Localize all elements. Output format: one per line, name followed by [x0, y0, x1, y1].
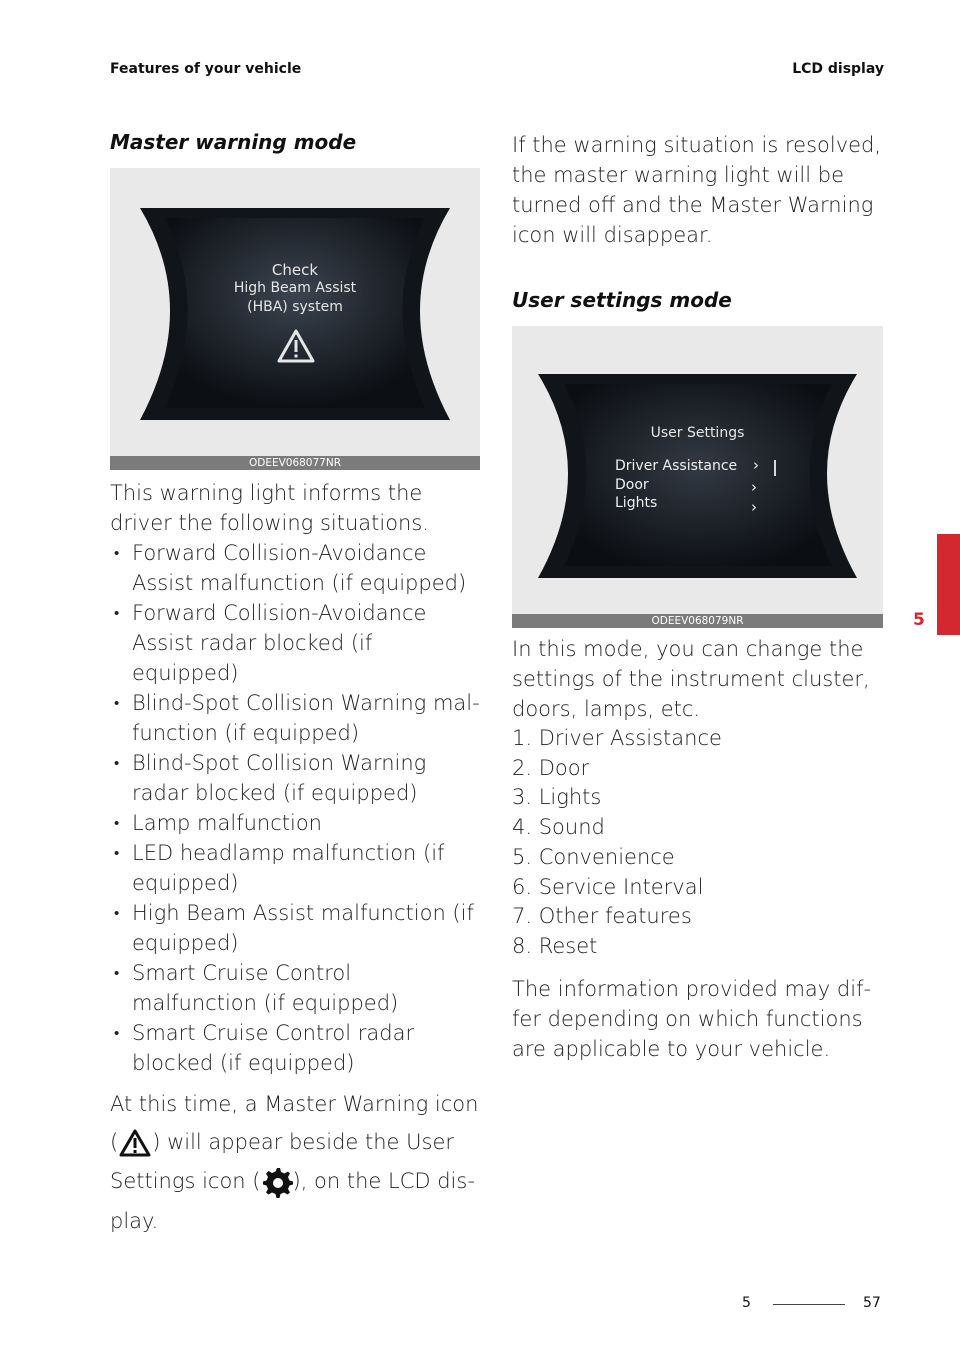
closing-line-2: ( ) will appear beside the User — [110, 1127, 480, 1158]
list-item: 6. Service Interval — [512, 874, 704, 899]
intro-paragraph: This warning light informs the driver the following situations. — [110, 481, 429, 535]
screen-menu-item-door: Door — [615, 477, 649, 493]
closing-text-3: Settings icon ( — [110, 1169, 261, 1193]
figure-master-warning — [110, 168, 480, 470]
closing-text-4: ), on the LCD dis- — [292, 1169, 475, 1193]
figure-caption: ODEEV068077NR — [110, 456, 480, 470]
user-settings-paragraph: In this mode, you can change the settings of the instrument cluster, doors, lamps, etc. — [512, 637, 870, 721]
list-item: • Blind-Spot Collision Warning mal-function (if equipped) — [110, 688, 480, 748]
screen-text-hba: High Beam Assist — [233, 280, 357, 296]
list-item: • Lamp malfunction — [110, 808, 480, 838]
list-item: • Smart Cruise Control radar blocked (if equipped) — [110, 1018, 480, 1078]
figure-user-settings — [512, 326, 883, 628]
list-item: • Smart Cruise Control malfunction (if equipped) — [110, 958, 480, 1018]
chapter-tab — [937, 534, 960, 635]
footer-divider — [773, 1304, 845, 1305]
left-column — [110, 130, 480, 1236]
footer-page-number: 57 — [863, 1295, 881, 1311]
resolved-paragraph: If the warning situation is resolved, the master warning light will be turned off and the Master Warning icon will disappear. — [512, 133, 882, 247]
screen-text-check: Check — [271, 261, 319, 279]
gear-icon — [261, 1166, 293, 1198]
section-title-user-settings: User settings mode — [512, 288, 732, 312]
running-header-section: Features of your vehicle — [110, 61, 302, 77]
list-item: 8. Reset — [512, 933, 598, 958]
list-item: • High Beam Assist malfunction (if equipped) — [110, 898, 480, 958]
list-item: • Blind-Spot Collision Warning radar blocked (if equipped) — [110, 748, 480, 808]
running-header-topic: LCD display — [792, 61, 884, 77]
list-item: 4. Sound — [512, 815, 605, 840]
right-column — [512, 130, 883, 1064]
closing-text-5: play. — [110, 1209, 159, 1233]
list-item: • LED headlamp malfunction (if equipped) — [110, 838, 480, 898]
list-item: 5. Convenience — [512, 844, 675, 869]
warning-triangle-icon — [276, 328, 316, 364]
closing-line-3 — [110, 1166, 480, 1198]
list-item: 7. Other features — [512, 904, 692, 929]
chevron-right-icon: › — [751, 478, 757, 496]
chapter-tab-number: 5 — [913, 610, 925, 630]
closing-text-2: ) will appear beside the User — [152, 1130, 455, 1154]
figure-caption: ODEEV068079NR — [512, 614, 883, 628]
note-paragraph: The information provided may dif-fer depending on which functions are applicable to your vehicle. — [512, 976, 872, 1061]
chevron-right-icon: › — [753, 456, 759, 474]
closing-line-1: At this time, a Master Warning icon — [110, 1092, 479, 1116]
screen-title: User Settings — [650, 425, 745, 441]
list-item: 1. Driver Assistance — [512, 726, 722, 750]
closing-paragraph — [110, 1089, 480, 1236]
settings-list — [512, 724, 883, 962]
screen-text-hba-system: (HBA) system — [247, 299, 343, 315]
screen-menu-item-lights: Lights — [615, 495, 658, 511]
screen-menu-item-driver-assistance: Driver Assistance — [615, 458, 738, 474]
master-warning-icon — [118, 1128, 152, 1158]
list-item: 3. Lights — [512, 785, 602, 810]
list-item: • Forward Collision-Avoidance Assist malfunction (if equipped) — [110, 538, 480, 598]
list-item: 2. Door — [512, 755, 590, 780]
list-item: • Forward Collision-Avoidance Assist radar blocked (if equipped) — [110, 598, 480, 688]
section-title-master-warning: Master warning mode — [110, 130, 357, 154]
chevron-right-icon: › — [751, 498, 757, 516]
footer-chapter-number: 5 — [742, 1295, 751, 1311]
situation-list — [110, 538, 480, 1078]
